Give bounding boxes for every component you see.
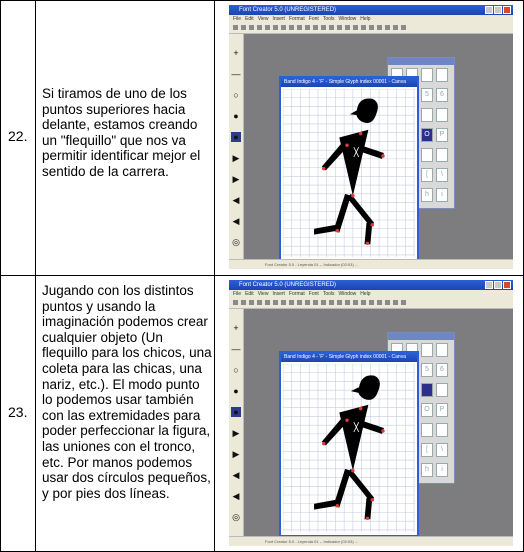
toolbar-icon[interactable] bbox=[297, 300, 302, 305]
close-button[interactable] bbox=[503, 6, 511, 14]
toolbar-icon[interactable] bbox=[265, 25, 270, 30]
workspace bbox=[244, 309, 513, 537]
menu-item[interactable]: Help bbox=[360, 16, 371, 22]
menu-item[interactable]: Insert bbox=[272, 291, 285, 297]
toolbar-icon[interactable] bbox=[361, 25, 366, 30]
glyph-edit-window bbox=[279, 76, 419, 262]
glyph-cell[interactable] bbox=[421, 68, 433, 82]
glyph-cell[interactable]: i bbox=[436, 188, 448, 202]
drawing-tool-icon[interactable]: ◀ bbox=[232, 216, 240, 226]
glyph-cell[interactable] bbox=[436, 423, 448, 437]
menu-item[interactable]: Tools bbox=[322, 16, 335, 22]
drawing-tool-icon[interactable]: — bbox=[231, 69, 241, 79]
row-divider bbox=[0, 275, 524, 276]
drawing-tool-icon[interactable]: ◎ bbox=[232, 237, 240, 247]
toolbar-icon[interactable] bbox=[329, 25, 334, 30]
menu-item[interactable]: File bbox=[233, 291, 242, 297]
glyph-cell[interactable] bbox=[421, 343, 433, 357]
toolbar-icon[interactable] bbox=[337, 25, 342, 30]
menu-item[interactable]: View bbox=[257, 291, 269, 297]
minimize-button[interactable] bbox=[485, 6, 493, 14]
app-titlebar bbox=[229, 280, 513, 290]
toolbar-icon[interactable] bbox=[297, 25, 302, 30]
maximize-button[interactable] bbox=[494, 6, 502, 14]
control-point bbox=[359, 132, 362, 135]
control-point bbox=[381, 154, 384, 157]
toolbar-icon[interactable] bbox=[369, 300, 374, 305]
column-divider-1 bbox=[35, 0, 36, 552]
glyph-cell[interactable]: P bbox=[436, 128, 448, 142]
step-number: 22. bbox=[8, 128, 28, 144]
drawing-tool-icon[interactable]: ▶ bbox=[232, 428, 240, 438]
glyph-cell[interactable]: P bbox=[436, 403, 448, 417]
app-title: Font Creator 5.0 (UNREGISTERED) bbox=[239, 7, 337, 13]
glyph-cell[interactable]: O bbox=[421, 128, 433, 142]
glyph-cell[interactable] bbox=[421, 383, 433, 397]
toolbar-icon[interactable] bbox=[329, 300, 334, 305]
control-point bbox=[381, 429, 384, 432]
toolbar-icon[interactable] bbox=[385, 300, 390, 305]
control-point bbox=[366, 517, 369, 520]
menu-item[interactable]: Tools bbox=[322, 291, 335, 297]
drawing-tool-icon[interactable]: ▶ bbox=[232, 174, 240, 184]
glyph-cell[interactable]: O bbox=[421, 403, 433, 417]
toolbar-icon[interactable] bbox=[249, 25, 254, 30]
glyph-cell[interactable]: h bbox=[421, 188, 433, 202]
step-description: Jugando con los distintos puntos y usando la imaginación podemos crear cualquier objeto (Un flequillo para los chicos, una coleta para las chicas, una nariz, etc.). El modo punto lo podemos usar también con las extremidades para poder perfeccionar la figura, las uniones con el tronco, etc. Por manos podemos usar dos círculos pequeños, y por pies dos líneas. bbox=[42, 283, 212, 501]
menu-item[interactable]: Help bbox=[360, 291, 371, 297]
drawing-tool-icon[interactable]: ▶ bbox=[232, 153, 240, 163]
toolbar-icon[interactable] bbox=[385, 25, 390, 30]
drawing-tool-icon[interactable]: ● bbox=[231, 132, 241, 142]
toolbar-icon[interactable] bbox=[281, 300, 286, 305]
menu-bar bbox=[229, 15, 513, 23]
glyph-cell[interactable]: [ bbox=[421, 443, 433, 457]
menu-item[interactable]: File bbox=[233, 16, 242, 22]
toolbar-icon[interactable] bbox=[337, 300, 342, 305]
drawing-tool-icon[interactable]: ◎ bbox=[232, 512, 240, 522]
glyph-cell[interactable]: 5 bbox=[421, 88, 433, 102]
glyph-cell[interactable]: 6 bbox=[436, 88, 448, 102]
glyph-cell[interactable] bbox=[421, 148, 433, 162]
status-text: Font Creator 5.0 - Leyenda 01 -- Indicador (02:03) ... bbox=[265, 539, 359, 544]
control-point bbox=[371, 223, 374, 226]
glyph-cell[interactable] bbox=[436, 148, 448, 162]
menu-item[interactable]: Window bbox=[338, 16, 357, 22]
glyph-cell[interactable]: i bbox=[436, 463, 448, 477]
toolbar-icon[interactable] bbox=[305, 25, 310, 30]
toolbar-icon[interactable] bbox=[401, 25, 406, 30]
glyph-canvas[interactable] bbox=[283, 364, 415, 532]
toolbar-icon[interactable] bbox=[321, 300, 326, 305]
app-title: Font Creator 5.0 (UNREGISTERED) bbox=[239, 282, 337, 288]
glyph-cell[interactable] bbox=[436, 68, 448, 82]
menu-item[interactable]: Edit bbox=[245, 291, 254, 297]
table-border-top bbox=[0, 0, 524, 1]
menu-item[interactable]: Window bbox=[338, 291, 357, 297]
menu-item[interactable]: Edit bbox=[245, 16, 254, 22]
toolbar-icon[interactable] bbox=[305, 300, 310, 305]
toolbar-icon[interactable] bbox=[313, 300, 318, 305]
glyph-cell[interactable] bbox=[436, 343, 448, 357]
glyph-cell[interactable] bbox=[421, 108, 433, 122]
control-point bbox=[336, 229, 339, 232]
glyph-window-title: Band Indigo 4 - 'F' - Simple Glyph index 00001 - Canva bbox=[284, 354, 406, 360]
drawing-tool-icon[interactable]: — bbox=[231, 344, 241, 354]
control-point bbox=[371, 498, 374, 501]
glyph-window-titlebar bbox=[281, 78, 417, 87]
toolbar-icon[interactable] bbox=[257, 300, 262, 305]
toolbar-icon[interactable] bbox=[249, 300, 254, 305]
status-text: Font Creator 5.0 - Leyenda 01 -- Indicador (02:03) ... bbox=[265, 262, 359, 267]
glyph-cell[interactable] bbox=[436, 108, 448, 122]
toolbar-icon[interactable] bbox=[353, 300, 358, 305]
tool-sidebar bbox=[229, 309, 244, 537]
maximize-button[interactable] bbox=[494, 281, 502, 289]
toolbar bbox=[229, 23, 513, 34]
toolbar-icon[interactable] bbox=[273, 300, 278, 305]
app-titlebar bbox=[229, 5, 513, 15]
runner-figure bbox=[314, 375, 384, 519]
drawing-tool-icon[interactable]: + bbox=[233, 48, 239, 58]
toolbar-icon[interactable] bbox=[289, 300, 294, 305]
toolbar-icon[interactable] bbox=[393, 300, 398, 305]
toolbar-icon[interactable] bbox=[321, 25, 326, 30]
toolbar-icon[interactable] bbox=[241, 300, 246, 305]
toolbar-icon[interactable] bbox=[257, 25, 262, 30]
drawing-tool-icon[interactable]: ○ bbox=[233, 365, 239, 375]
workspace bbox=[244, 34, 513, 260]
toolbar-icon[interactable] bbox=[401, 300, 406, 305]
status-bar bbox=[229, 536, 513, 546]
toolbar-icon[interactable] bbox=[313, 25, 318, 30]
glyph-cell[interactable]: 5 bbox=[421, 363, 433, 377]
glyph-cell[interactable]: [ bbox=[421, 168, 433, 182]
menu-item[interactable]: Font bbox=[308, 16, 319, 22]
menu-item[interactable]: Format bbox=[288, 291, 305, 297]
panel-titlebar bbox=[388, 58, 454, 65]
drawing-tool-icon[interactable]: ● bbox=[233, 386, 239, 396]
step-description: Si tiramos de uno de los puntos superiores hacia delante, estamos creando un "flequillo" que nos va permitir identificar mejor el sentido de la carrera. bbox=[42, 86, 201, 179]
drawing-tool-icon[interactable]: ◀ bbox=[232, 491, 240, 501]
drawing-tool-icon[interactable]: ● bbox=[231, 407, 241, 417]
control-point bbox=[336, 504, 339, 507]
table-border-left bbox=[0, 0, 1, 552]
glyph-edit-window bbox=[279, 351, 419, 537]
control-point bbox=[359, 407, 362, 410]
toolbar-icon[interactable] bbox=[345, 300, 350, 305]
control-point bbox=[366, 242, 369, 245]
toolbar-icon[interactable] bbox=[233, 300, 238, 305]
panel-titlebar bbox=[388, 333, 454, 340]
drawing-tool-icon[interactable]: ● bbox=[233, 111, 239, 121]
glyph-cell[interactable]: 6 bbox=[436, 363, 448, 377]
toolbar-icon[interactable] bbox=[281, 25, 286, 30]
menu-item[interactable]: Insert bbox=[272, 16, 285, 22]
toolbar bbox=[229, 298, 513, 309]
step-number: 23. bbox=[8, 404, 28, 420]
glyph-cell[interactable] bbox=[421, 423, 433, 437]
toolbar-icon[interactable] bbox=[289, 25, 294, 30]
menu-item[interactable]: Format bbox=[288, 16, 305, 22]
control-point bbox=[345, 419, 348, 422]
toolbar-icon[interactable] bbox=[265, 300, 270, 305]
fontcreator-screenshot bbox=[229, 5, 513, 269]
toolbar-icon[interactable] bbox=[393, 25, 398, 30]
drawing-tool-icon[interactable]: ◀ bbox=[232, 470, 240, 480]
drawing-tool-icon[interactable]: + bbox=[233, 323, 239, 333]
glyph-cell[interactable]: \ bbox=[436, 443, 448, 457]
control-point bbox=[322, 167, 325, 170]
toolbar-icon[interactable] bbox=[377, 25, 382, 30]
control-point bbox=[322, 442, 325, 445]
toolbar-icon[interactable] bbox=[377, 300, 382, 305]
toolbar-icon[interactable] bbox=[345, 25, 350, 30]
control-point bbox=[345, 144, 348, 147]
tool-sidebar bbox=[229, 34, 244, 260]
control-point bbox=[351, 194, 354, 197]
status-bar bbox=[229, 259, 513, 269]
toolbar-icon[interactable] bbox=[353, 25, 358, 30]
glyph-window-title: Band Indigo 4 - 'F' - Simple Glyph index 00001 - Canva bbox=[284, 79, 406, 85]
control-point bbox=[351, 469, 354, 472]
toolbar-icon[interactable] bbox=[361, 300, 366, 305]
menu-bar bbox=[229, 290, 513, 298]
minimize-button[interactable] bbox=[485, 281, 493, 289]
glyph-cell[interactable]: h bbox=[421, 463, 433, 477]
glyph-cell[interactable] bbox=[436, 383, 448, 397]
glyph-cell[interactable]: \ bbox=[436, 168, 448, 182]
glyph-window-titlebar bbox=[281, 353, 417, 362]
menu-item[interactable]: Font bbox=[308, 291, 319, 297]
glyph-canvas[interactable] bbox=[283, 89, 415, 257]
toolbar-icon[interactable] bbox=[273, 25, 278, 30]
fontcreator-screenshot bbox=[229, 280, 513, 546]
toolbar-icon[interactable] bbox=[233, 25, 238, 30]
close-button[interactable] bbox=[503, 281, 511, 289]
menu-item[interactable]: View bbox=[257, 16, 269, 22]
drawing-tool-icon[interactable]: ○ bbox=[233, 90, 239, 100]
drawing-tool-icon[interactable]: ▶ bbox=[232, 449, 240, 459]
column-divider-2 bbox=[214, 0, 215, 552]
runner-figure bbox=[314, 98, 384, 244]
toolbar-icon[interactable] bbox=[241, 25, 246, 30]
drawing-tool-icon[interactable]: ◀ bbox=[232, 195, 240, 205]
toolbar-icon[interactable] bbox=[369, 25, 374, 30]
